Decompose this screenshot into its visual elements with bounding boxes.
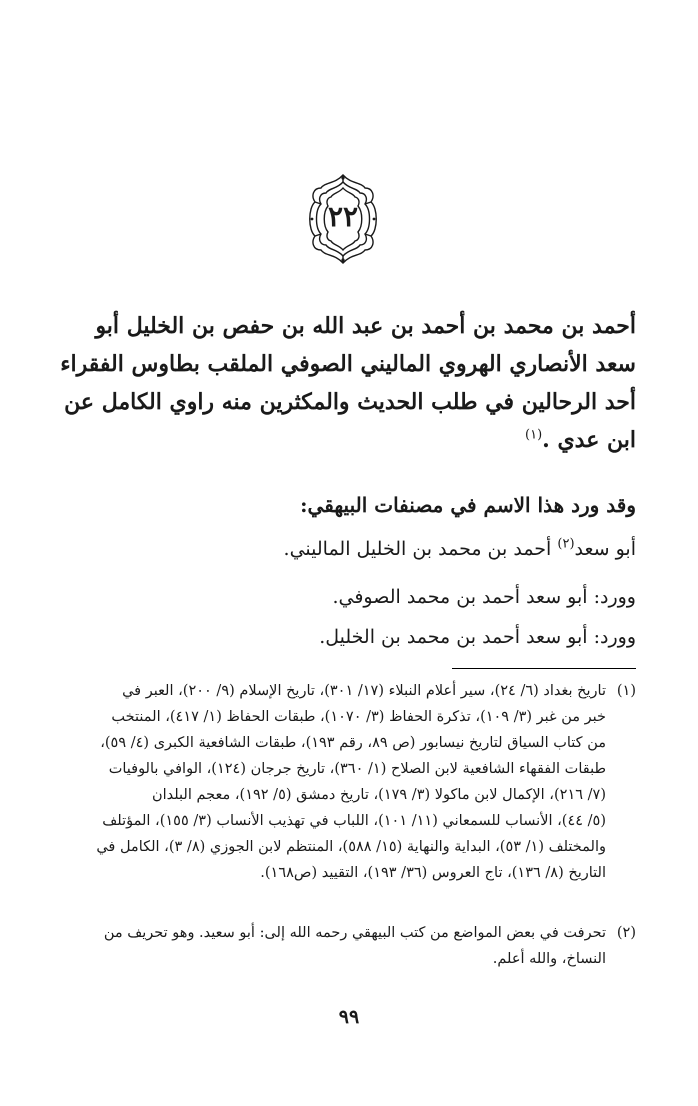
heading-line-1: أحمد بن محمد بن أحمد بن عبد الله بن حفص بن الخليل أبو	[95, 313, 636, 339]
page-number: ٩٩	[338, 1006, 360, 1028]
footnote-1-line: (٥/ ٤٤)، الأنساب للسمعاني (١١/ ١٠١)، اللباب في تهذيب الأنساب (٣/ ١٥٥)، المؤتلف	[102, 813, 606, 829]
footnote-2-line: تحرفت في بعض المواضع من كتب البيهقي رحمه الله إلى: أبو سعيد. وهو تحريف من	[103, 925, 606, 941]
footnote-2-line: النساخ، والله أعلم.	[492, 951, 606, 967]
footnote-1-line: خبر من غبر (٣/ ١٠٩)، تذكرة الحفاظ (٣/ ١٠٧٠)، طبقات الحفاظ (١/ ٤١٧)، المنتخب	[111, 709, 606, 725]
footnote-2-text	[42, 920, 606, 972]
heading-line-4	[58, 421, 636, 459]
footnote-1-line: طبقات الفقهاء الشافعية لابن الصلاح (١/ ٣٦٠)، تاريخ جرجان (١٢٤)، الوافي بالوفيات	[108, 761, 606, 777]
footnote-1-text	[42, 678, 606, 886]
chapter-ornament	[305, 172, 381, 266]
footnote-2-number: (٢)	[616, 925, 636, 941]
name-variant-2: وورد: أبو سعد أحمد بن محمد الصوفي.	[332, 586, 636, 608]
footnote-ref-1: (١)	[525, 427, 543, 443]
name-variant-1-before: أبو سعد	[574, 538, 636, 560]
subheading: وقد ورد هذا الاسم في مصنفات البيهقي:	[300, 493, 636, 517]
footnote-ref-2: (٢)	[557, 536, 575, 552]
footnote-1-number: (١)	[616, 683, 636, 699]
chapter-number: ٢٢	[327, 200, 359, 233]
name-variant-3: وورد: أبو سعد أحمد بن محمد بن الخليل.	[319, 626, 636, 648]
heading-line-3: أحد الرحالين في طلب الحديث والمكثرين منه راوي الكامل عن	[64, 389, 636, 415]
footnote-1-line: من كتاب السياق لتاريخ نيسابور (ص ٨٩، رقم ١٩٣)، طبقات الشافعية الكبرى (٤/ ٥٩)،	[100, 735, 606, 751]
footnote-1-line: تاريخ بغداد (٦/ ٢٤)، سير أعلام النبلاء (١٧/ ٣٠١)، تاريخ الإسلام (٩/ ٢٠٠)، العبر في	[122, 683, 606, 699]
footnote-separator	[452, 668, 636, 669]
name-variant-1-after: أحمد بن محمد بن الخليل الماليني.	[283, 538, 558, 560]
footnote-1-line: التاريخ (٨/ ١٣٦)، تاج العروس (٣٦/ ١٩٣)، التقييد (ص١٦٨).	[260, 865, 606, 881]
heading-line-4-text: ابن عدي .	[542, 427, 636, 453]
footnote-2	[42, 920, 636, 972]
footnote-1-line: (٧/ ٢١٦)، الإكمال لابن ماكولا (٣/ ١٧٩)، تاريخ دمشق (٥/ ١٩٢)، معجم البلدان	[151, 787, 606, 803]
footnote-1	[42, 678, 636, 886]
footnote-1-line: والمختلف (١/ ٥٣)، البداية والنهاية (١٥/ ٥٨٨)، المنتظم لابن الجوزي (٨/ ٣)، الكامل في	[96, 839, 606, 855]
heading-line-2: سعد الأنصاري الهروي المالیني الصوفي الملقب بطاوس الفقراء	[60, 351, 636, 377]
name-variant-1	[58, 534, 636, 564]
